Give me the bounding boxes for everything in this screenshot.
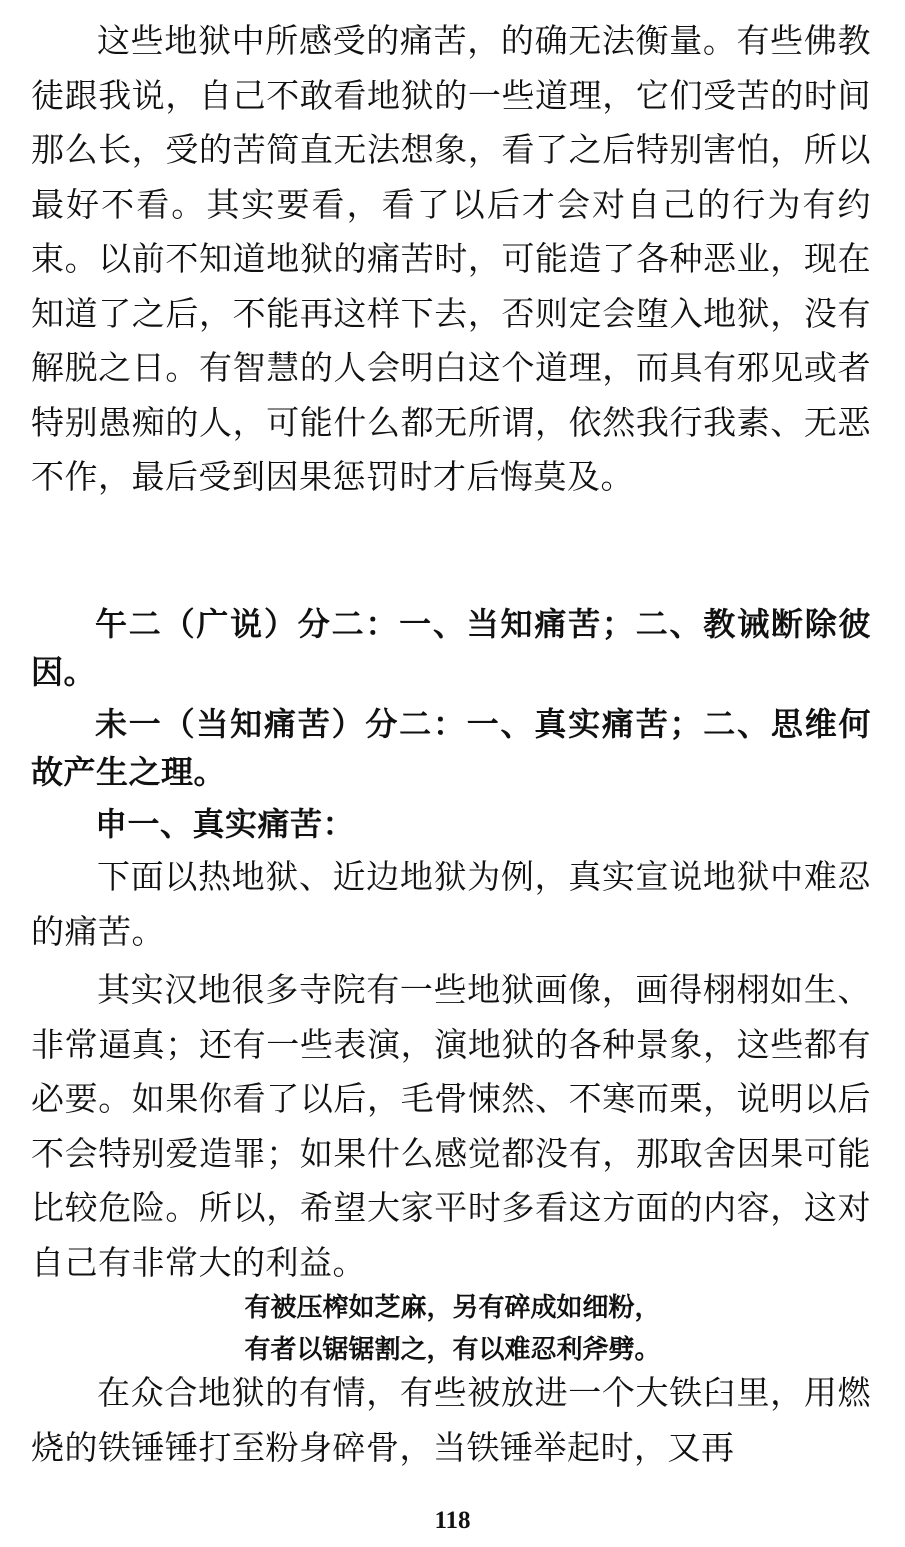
page-number: 118 — [434, 1507, 471, 1534]
section-heading-wei-yi: 未一（当知痛苦）分二：一、真实痛苦；二、思维何故产生之理。 — [31, 705, 871, 791]
paragraph-hot-hells-intro: 下面以热地狱、近边地狱为例，真实宣说地狱中难忍的痛苦。 — [31, 857, 871, 951]
paragraph-hell-suffering-intro: 这些地狱中所感受的痛苦，的确无法衡量。有些佛教徒跟我说，自己不敢看地狱的一些道理，它们受苦的时间那么长，受的苦简直无法想象，看了之后特别害怕，所以最好不看。其实要看，看了以后才会对自己的行为有约束。以前不知道地狱的痛苦时，可能造了各种恶业，现在知道了之后，不能再这样下去，否则定会堕入地狱，没有解脱之日。有智慧的人会明白这个道理，而具有邪见或者特别愚痴的人，可能什么都无所谓，依然我行我素、无恶不作，最后受到因果惩罚时才后悔莫及。 — [31, 21, 871, 496]
verse-line-1: 有被压榨如芝麻，另有碎成如细粉， — [244, 1293, 661, 1323]
paragraph-crushing-hell: 在众合地狱的有情，有些被放进一个大铁臼里，用燃烧的铁锤锤打至粉身碎骨，当铁锤举起时，又再 — [31, 1373, 871, 1467]
verse-line-2: 有者以锯锯割之，有以难忍利斧劈。 — [244, 1335, 661, 1365]
paragraph-temple-paintings: 其实汉地很多寺院有一些地狱画像，画得栩栩如生、非常逼真；还有一些表演，演地狱的各种景象，这些都有必要。如果你看了以后，毛骨悚然、不寒而栗，说明以后不会特别爱造罪；如果什么感觉都没有，那取舍因果可能比较危险。所以，希望大家平时多看这方面的内容，这对自己有非常大的利益。 — [31, 970, 871, 1282]
section-heading-shen-yi: 申一、真实痛苦： — [95, 805, 356, 843]
section-heading-wu-er: 午二（广说）分二：一、当知痛苦；二、教诫断除彼因。 — [31, 605, 871, 691]
